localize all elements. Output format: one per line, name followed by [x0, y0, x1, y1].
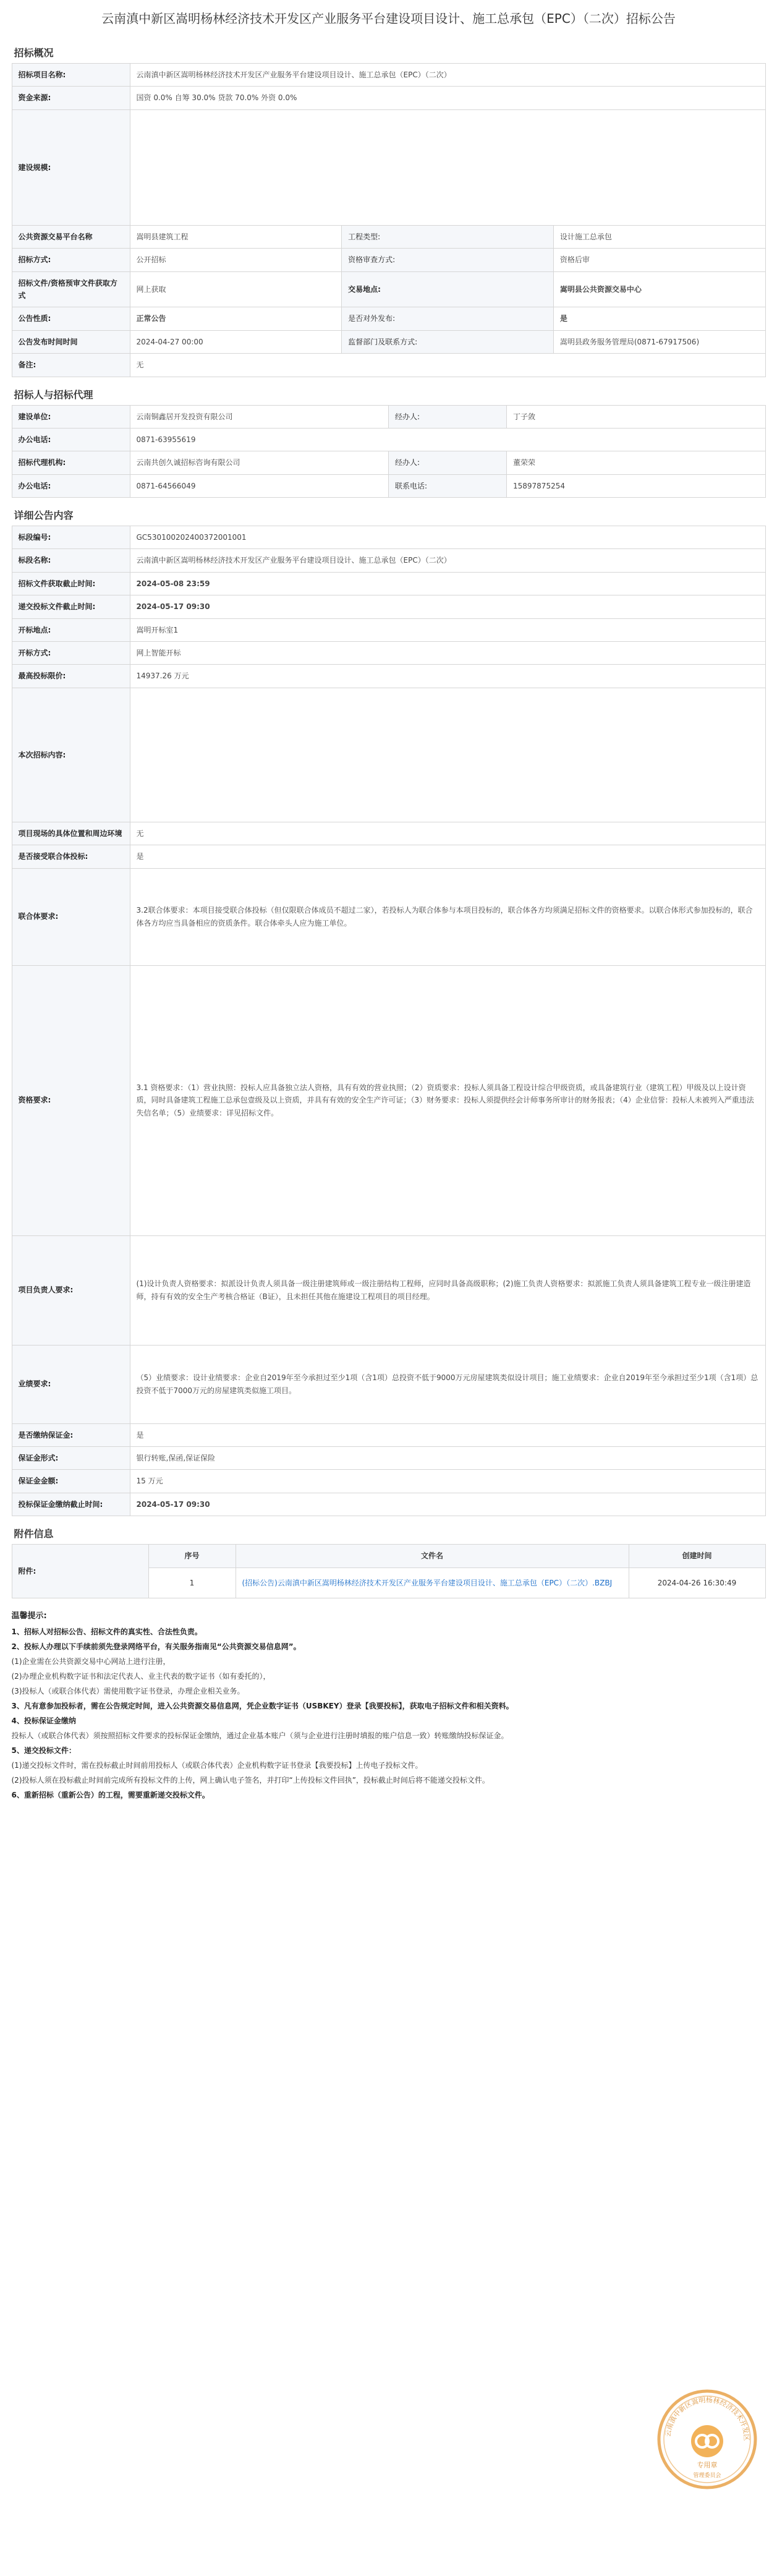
tenderer-label: 建设单位:: [12, 405, 130, 428]
section-attachments: 附件信息: [14, 1528, 54, 1540]
name-value: 云南滇中新区嵩明杨林经济技术开发区产业服务平台建设项目设计、施工总承包（EPC）（二次）: [130, 549, 765, 572]
pubdate-label: 公告发布时间时间: [12, 330, 130, 353]
contact-value: 丁子敛: [507, 405, 766, 428]
tip-2b: (2)办理企业机构数字证书和法定代表人、业主代表的数字证书（如有委托的），: [11, 1671, 271, 1681]
mode-value: 网上智能开标: [130, 642, 765, 665]
status-value: 正常公告: [130, 307, 342, 330]
joint-value: 是: [130, 845, 765, 868]
supervisor-label: 监督部门及联系方式:: [342, 330, 554, 353]
bond-amount-value: 15 万元: [130, 1470, 765, 1493]
tip-1: 1、招标人对招标公告、招标文件的真实性、合法性负责。: [11, 1627, 202, 1636]
perf-label: 业绩要求:: [12, 1345, 130, 1423]
bond-type-value: 银行转账,保函,保证保险: [130, 1446, 765, 1469]
online-label: 是否对外发布:: [342, 307, 554, 330]
tip-4a: 投标人（或联合体代表）须按照招标文件要求的投标保证金缴纳，通过企业基本账户（须与企业进行注册时填报的账户信息一致）转账缴纳投标保证金。: [11, 1731, 509, 1740]
joint-req-label: 联合体要求:: [12, 868, 130, 965]
tip-5: 5、递交投标文件：: [11, 1746, 76, 1755]
agent-value: 云南共创久诚招标咨询有限公司: [130, 451, 389, 474]
tip-2a: (1)企业需在公共资源交易中心网站上进行注册，: [11, 1657, 171, 1666]
tip-3: 3、凡有意参加投标者，需在公告规定时间，进入公共资源交易信息网，凭企业数字证书（USBKEY）登录【我要投标】，获取电子招标文件和相关资料。: [11, 1701, 514, 1710]
attachment-time: 2024-04-26 16:30:49: [629, 1567, 765, 1598]
mode-label: 开标方式:: [12, 642, 130, 665]
agent-contact-label: 经办人:: [389, 451, 507, 474]
mobile-label: 联系电话:: [389, 474, 507, 497]
agent-label: 招标代理机构:: [12, 451, 130, 474]
col-name: 文件名: [236, 1545, 629, 1567]
joint-label: 是否接受联合体投标:: [12, 845, 130, 868]
fund-label: 资金来源:: [12, 87, 130, 109]
qual-label: 资格审查方式:: [342, 249, 554, 271]
agency-table: [12, 405, 766, 498]
method-label: 招标方式:: [12, 249, 130, 271]
section-detail: 详细公告内容: [14, 510, 74, 522]
scale-value: [130, 109, 765, 225]
perf-value: （5）业绩要求：设计业绩要求：企业自2019年至今承担过至少1项（含1项）总投资不低于9000万元房屋建筑类似设计项目；施工业绩要求：企业自2019年至今承担过至少1项（含1项）总投资不低于7000万元的房屋建筑类似施工项目。: [130, 1345, 765, 1423]
platform-label: 公共资源交易平台名称: [12, 225, 130, 248]
seal-text-center: 专用章: [697, 2461, 717, 2469]
pubdate-value: 2024-04-27 00:00: [130, 330, 342, 353]
seal-text-bottom: 管理委员会: [692, 2473, 721, 2479]
page: [11, 0, 766, 2479]
tip-2: 2、投标人办理以下手续前须先登录网络平台，有关服务指南见“公共资源交易信息网”。: [11, 1642, 301, 1651]
bond-type-label: 保证金形式:: [12, 1446, 130, 1469]
project-name-label: 招标项目名称:: [12, 64, 130, 87]
agent-office-value: 0871-64566049: [130, 474, 389, 497]
obtain-value: 网上获取: [130, 271, 342, 307]
supervisor-value: 嵩明县政务服务管理局(0871-67917506): [553, 330, 765, 353]
section-overview: 招标概况: [14, 47, 54, 59]
remark-value: 无: [130, 354, 765, 377]
agent-office-label: 办公电话:: [12, 474, 130, 497]
bond-label: 是否缴纳保证金:: [12, 1423, 130, 1446]
seal-text-top: 云南滇中新区嵩明杨林经济技术开发区: [663, 2395, 750, 2441]
budget-value: 14937.26 万元: [130, 665, 765, 688]
deadline-label: 招标文件获取截止时间:: [12, 572, 130, 595]
method-value: 公开招标: [130, 249, 342, 271]
remark-label: 备注:: [12, 354, 130, 377]
qual-req-label: 资格要求:: [12, 965, 130, 1235]
office-label: 办公电话:: [12, 428, 130, 451]
tip-2c: (3)投标人（或联合体代表）需使用数字证书登录，办理企业相关业务。: [11, 1686, 245, 1695]
detail-table: [12, 526, 766, 1516]
qual-value: 资格后审: [553, 249, 765, 271]
contact-label: 经办人:: [389, 405, 507, 428]
bond-amount-label: 保证金金额:: [12, 1470, 130, 1493]
tenderer-value: 云南铜鑫居开发投资有限公司: [130, 405, 389, 428]
obtain-label: 招标文件/资格预审文件获取方式: [12, 271, 130, 307]
area-label: 项目现场的具体位置和周边环境: [12, 822, 130, 845]
official-seal: [655, 2387, 760, 2492]
bond-deadline-value: 2024-05-17 09:30: [130, 1493, 765, 1516]
content-value: [130, 688, 765, 822]
page-title: 云南滇中新区嵩明杨林经济技术开发区产业服务平台建设项目设计、施工总承包（EPC）（二次）招标公告: [101, 11, 676, 26]
qual-req-value: 3.1 资格要求：（1）营业执照：投标人应具备独立法人资格，具有有效的营业执照；（2）资质要求：投标人须具备工程设计综合甲级资质，或具备建筑行业（建筑工程）甲级及以上设计资质，同时具备建筑工程施工总承包壹级及以上资质，并具有有效的安全生产许可证；（3）财务要求：投标人须提供经会计师事务所审计的财务报表；（4）企业信誉：投标人未被列入严重违法失信名单；（5）业绩要求：详见招标文件。: [130, 965, 765, 1235]
col-no: 序号: [148, 1545, 236, 1567]
venue-label: 交易地点:: [342, 271, 554, 307]
bond-value: 是: [130, 1423, 765, 1446]
open-value: 嵩明开标室1: [130, 618, 765, 641]
overview-table: [12, 63, 766, 377]
tips: [12, 1608, 766, 1802]
pm-value: (1)设计负责人资格要求：拟派设计负责人须具备一级注册建筑师或一级注册结构工程师，应同时具备高级职称；(2)施工负责人资格要求：拟派施工负责人须具备建筑工程专业一级注册建造师，持有有效的安全生产考核合格证（B证），且未担任其他在施建设工程项目的项目经理。: [130, 1235, 765, 1345]
mobile-value: 15897875254: [507, 474, 766, 497]
type-value: 设计施工总承包: [553, 225, 765, 248]
pm-label: 项目负责人要求:: [12, 1235, 130, 1345]
venue-value: 嵩明县公共资源交易中心: [553, 271, 765, 307]
attachment-no: 1: [148, 1567, 236, 1598]
tip-5b: (2)投标人须在投标截止时间前完成所有投标文件的上传，网上确认电子签名，并打印“上传投标文件回执”，投标截止时间后将不能递交投标文件。: [11, 1775, 490, 1785]
submit-label: 递交投标文件截止时间:: [12, 595, 130, 618]
area-value: 无: [130, 822, 765, 845]
fund-value: 国资 0.0% 自筹 30.0% 贷款 70.0% 外资 0.0%: [130, 87, 765, 109]
tip-5a: (1)递交投标文件时，需在投标截止时间前用投标人（或联合体代表）企业机构数字证书登录【我要投标】上传电子投标文件。: [11, 1760, 423, 1770]
code-label: 标段编号:: [12, 526, 130, 549]
platform-value: 嵩明县建筑工程: [130, 225, 342, 248]
col-time: 创建时间: [629, 1545, 765, 1567]
tip-6: 6、重新招标（重新公告）的工程，需要重新递交投标文件。: [11, 1790, 210, 1799]
joint-req-value: 3.2联合体要求：本项目接受联合体投标（但仅限联合体成员不超过二家），若投标人为联合体参与本项目投标的，联合体各方均须满足招标文件的资格要求。以联合体形式参加投标的，联合体各方均应当具备相应的资质条件。联合体牵头人应为施工单位。: [130, 868, 765, 965]
project-name: 云南滇中新区嵩明杨林经济技术开发区产业服务平台建设项目设计、施工总承包（EPC）（二次）: [130, 64, 765, 87]
code-value: GC530100202400372001001: [130, 526, 765, 549]
tips-head: 温馨提示:: [11, 1611, 47, 1621]
attachment-link[interactable]: (招标公告)云南滇中新区嵩明杨林经济技术开发区产业服务平台建设项目设计、施工总承包（EPC）（二次）.BZBJ: [236, 1567, 629, 1598]
bond-deadline-label: 投标保证金缴纳截止时间:: [12, 1493, 130, 1516]
agent-contact-value: 董荣荣: [507, 451, 766, 474]
attachments-table: [12, 1544, 766, 1598]
scale-label: 建设规模:: [12, 109, 130, 225]
open-label: 开标地点:: [12, 618, 130, 641]
type-label: 工程类型:: [342, 225, 554, 248]
section-agency: 招标人与招标代理: [14, 388, 93, 401]
name-label: 标段名称:: [12, 549, 130, 572]
content-label: 本次招标内容:: [12, 688, 130, 822]
budget-label: 最高投标限价:: [12, 665, 130, 688]
deadline-value: 2024-05-08 23:59: [130, 572, 765, 595]
tip-4: 4、投标保证金缴纳: [11, 1716, 76, 1725]
office-value: 0871-63955619: [130, 428, 765, 451]
submit-value: 2024-05-17 09:30: [130, 595, 765, 618]
attachments-label: 附件:: [12, 1545, 148, 1598]
online-value: 是: [553, 307, 765, 330]
status-label: 公告性质:: [12, 307, 130, 330]
